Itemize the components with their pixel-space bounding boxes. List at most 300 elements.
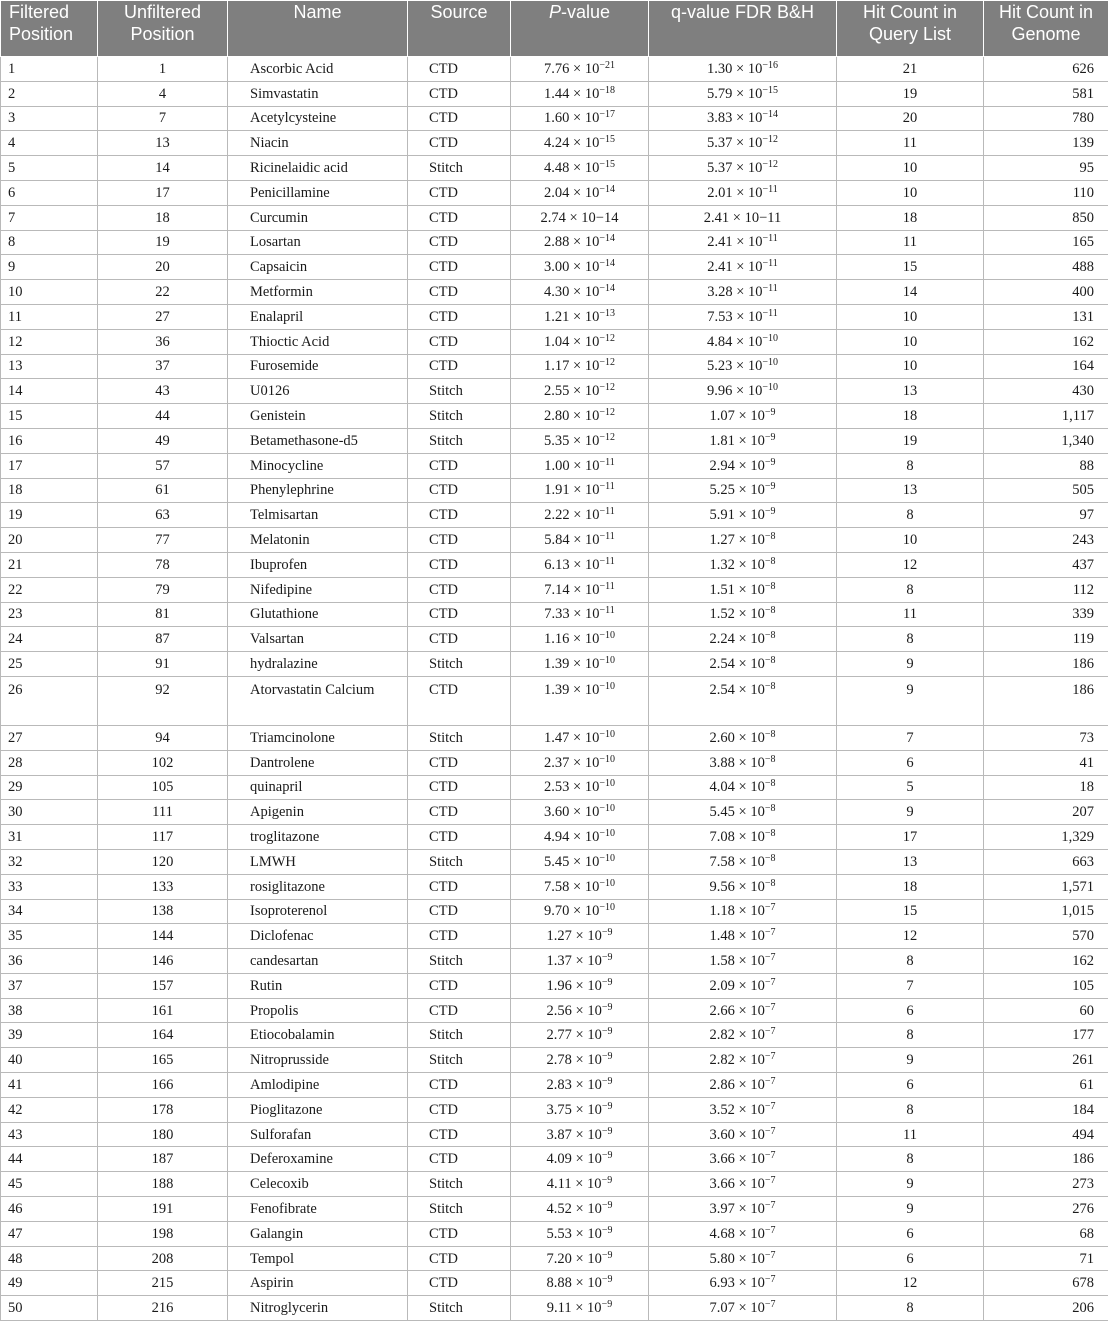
cell-p-value-mantissa: 1.96 [546, 977, 572, 994]
cell-p-value-exponent: −14 [599, 283, 615, 295]
times-ten: × 10 [734, 1151, 765, 1168]
cell-q-value-mantissa: 5.25 [709, 482, 735, 499]
cell-p-value-exponent: −9 [601, 1100, 613, 1112]
times-ten: × 10 [569, 804, 600, 821]
times-ten: × 10 [569, 681, 600, 698]
times-ten: × 10 [732, 85, 763, 102]
table-row [1, 1147, 1108, 1172]
cell-p-value [511, 775, 649, 800]
cell-filtered-position: 1 [1, 57, 98, 82]
table-row [1, 528, 1108, 553]
cell-p-value [511, 329, 649, 354]
cell-name: Melatonin [228, 528, 408, 553]
cell-hit-count-genome: 261 [984, 1048, 1108, 1073]
cell-source: CTD [408, 57, 511, 82]
times-ten: × 10 [569, 184, 600, 201]
cell-source: CTD [408, 750, 511, 775]
cell-unfiltered-position: 78 [98, 552, 228, 577]
cell-p-value-mantissa: 4.52 [546, 1200, 572, 1217]
cell-p-value-mantissa: 5.35 [544, 432, 570, 449]
cell-p-value-exponent: −14 [599, 233, 615, 245]
cell-unfiltered-position: 91 [98, 652, 228, 677]
cell-hit-count-query: 5 [837, 775, 984, 800]
cell-p-value-mantissa: 1.16 [544, 631, 570, 648]
cell-unfiltered-position: 105 [98, 775, 228, 800]
cell-p-value [511, 1023, 649, 1048]
cell-filtered-position: 33 [1, 874, 98, 899]
table-row [1, 304, 1108, 329]
times-ten: × 10 [734, 681, 765, 698]
cell-p-value [511, 379, 649, 404]
cell-q-value-mantissa: 5.91 [709, 507, 735, 524]
times-ten: × 10 [732, 383, 763, 400]
cell-filtered-position: 42 [1, 1097, 98, 1122]
cell-q-value-mantissa: 2.54 [709, 656, 735, 673]
cell-q-value [649, 750, 837, 775]
cell-p-value-exponent: −11 [599, 555, 615, 567]
cell-filtered-position: 37 [1, 973, 98, 998]
cell-filtered-position: 3 [1, 106, 98, 131]
cell-source: CTD [408, 503, 511, 528]
cell-source: CTD [408, 528, 511, 553]
cell-hit-count-genome: 1,117 [984, 404, 1108, 429]
table-row [1, 825, 1108, 850]
cell-filtered-position: 19 [1, 503, 98, 528]
cell-p-value-exponent: −9 [601, 1001, 613, 1013]
cell-q-value-mantissa: 2.82 [709, 1027, 735, 1044]
cell-source: CTD [408, 825, 511, 850]
cell-filtered-position: 43 [1, 1122, 98, 1147]
cell-unfiltered-position: 187 [98, 1147, 228, 1172]
cell-hit-count-genome: 110 [984, 180, 1108, 205]
cell-q-value [649, 156, 837, 181]
times-ten: × 10 [732, 358, 763, 375]
cell-filtered-position: 36 [1, 949, 98, 974]
cell-q-value-exponent: −7 [764, 1249, 776, 1261]
cell-p-value [511, 949, 649, 974]
cell-hit-count-genome: 505 [984, 478, 1108, 503]
cell-q-value-exponent: −8 [764, 655, 776, 667]
cell-q-value [649, 453, 837, 478]
cell-q-value [649, 1097, 837, 1122]
cell-q-value [649, 180, 837, 205]
cell-hit-count-genome: 97 [984, 503, 1108, 528]
cell-q-value-mantissa: 3.28 [707, 284, 733, 301]
cell-hit-count-genome: 437 [984, 552, 1108, 577]
cell-q-value [649, 478, 837, 503]
cell-p-value [511, 1097, 649, 1122]
cell-hit-count-query: 15 [837, 899, 984, 924]
times-ten: × 10 [734, 853, 765, 870]
cell-p-value-mantissa: 7.14 [544, 581, 570, 598]
cell-q-value-exponent: −11 [762, 283, 778, 295]
cell-p-value [511, 1296, 649, 1321]
cell-name: Dantrolene [228, 750, 408, 775]
cell-hit-count-query: 8 [837, 453, 984, 478]
cell-q-value [649, 280, 837, 305]
cell-source: CTD [408, 1073, 511, 1098]
cell-q-value-exponent: −7 [764, 1001, 776, 1013]
times-ten: × 10 [732, 60, 763, 77]
cell-p-value-exponent: −11 [599, 481, 615, 493]
cell-source: Stitch [408, 849, 511, 874]
cell-hit-count-query: 19 [837, 428, 984, 453]
cell-p-value-mantissa: 1.39 [544, 656, 570, 673]
times-ten: × 10 [732, 160, 763, 177]
cell-name: Etiocobalamin [228, 1023, 408, 1048]
cell-p-value-mantissa: 7.76 [544, 60, 570, 77]
cell-source: CTD [408, 106, 511, 131]
table-row [1, 255, 1108, 280]
cell-q-value-mantissa: 9.96 [707, 383, 733, 400]
table-row [1, 453, 1108, 478]
times-ten: × 10 [734, 1002, 765, 1019]
table-row [1, 899, 1108, 924]
times-ten: × 10 [569, 754, 600, 771]
cell-p-value [511, 156, 649, 181]
cell-p-value-exponent: −11 [599, 531, 615, 543]
times-ten: × 10 [571, 1275, 602, 1292]
cell-hit-count-query: 13 [837, 849, 984, 874]
times-ten: × 10 [734, 631, 765, 648]
times-ten: × 10 [732, 234, 763, 251]
times-ten: × 10 [734, 1250, 765, 1267]
cell-q-value-mantissa: 2.01 [707, 184, 733, 201]
cell-q-value-mantissa: 3.97 [709, 1200, 735, 1217]
cell-unfiltered-position: 77 [98, 528, 228, 553]
cell-unfiltered-position: 216 [98, 1296, 228, 1321]
cell-q-value-exponent: −7 [764, 976, 776, 988]
cell-p-value-exponent: −12 [599, 382, 615, 394]
cell-q-value: 2.41 × 10−11 [649, 205, 837, 230]
times-ten: × 10 [732, 259, 763, 276]
cell-p-value-exponent: −9 [601, 1274, 613, 1286]
cell-hit-count-query: 10 [837, 329, 984, 354]
cell-unfiltered-position: 49 [98, 428, 228, 453]
cell-q-value [649, 602, 837, 627]
cell-filtered-position: 2 [1, 81, 98, 106]
times-ten: × 10 [732, 110, 763, 127]
cell-p-value-exponent: −9 [601, 1075, 613, 1087]
times-ten: × 10 [569, 507, 600, 524]
cell-q-value-mantissa: 1.18 [709, 903, 735, 920]
cell-p-value-exponent: −11 [599, 580, 615, 592]
times-ten: × 10 [734, 581, 765, 598]
times-ten: × 10 [569, 259, 600, 276]
cell-hit-count-genome: 494 [984, 1122, 1108, 1147]
cell-q-value-mantissa: 2.41 [707, 259, 733, 276]
cell-filtered-position: 40 [1, 1048, 98, 1073]
cell-p-value-mantissa: 2.80 [544, 408, 570, 425]
times-ten: × 10 [569, 135, 600, 152]
times-ten: × 10 [569, 358, 600, 375]
cell-hit-count-genome: 626 [984, 57, 1108, 82]
cell-hit-count-query: 8 [837, 503, 984, 528]
cell-q-value-mantissa: 2.09 [709, 977, 735, 994]
table-row [1, 1097, 1108, 1122]
table-row [1, 131, 1108, 156]
cell-hit-count-query: 6 [837, 1073, 984, 1098]
cell-q-value-exponent: −7 [764, 1150, 776, 1162]
cell-filtered-position: 17 [1, 453, 98, 478]
cell-q-value-mantissa: 7.53 [707, 308, 733, 325]
cell-p-value-mantissa: 1.00 [544, 457, 570, 474]
table-row [1, 478, 1108, 503]
cell-hit-count-genome: 186 [984, 652, 1108, 677]
cell-unfiltered-position: 144 [98, 924, 228, 949]
table-row [1, 924, 1108, 949]
cell-name: quinapril [228, 775, 408, 800]
cell-name: LMWH [228, 849, 408, 874]
cell-p-value-exponent: −14 [599, 183, 615, 195]
cell-p-value-mantissa: 1.39 [544, 681, 570, 698]
cell-hit-count-query: 6 [837, 1246, 984, 1271]
cell-hit-count-genome: 780 [984, 106, 1108, 131]
cell-unfiltered-position: 37 [98, 354, 228, 379]
cell-source: Stitch [408, 379, 511, 404]
cell-source: CTD [408, 1097, 511, 1122]
cell-source: CTD [408, 973, 511, 998]
table-row [1, 180, 1108, 205]
cell-name: Ascorbic Acid [228, 57, 408, 82]
cell-name: Furosemide [228, 354, 408, 379]
cell-name: Deferoxamine [228, 1147, 408, 1172]
cell-p-value-mantissa: 1.47 [544, 729, 570, 746]
cell-filtered-position: 47 [1, 1221, 98, 1246]
cell-filtered-position: 48 [1, 1246, 98, 1271]
cell-hit-count-genome: 243 [984, 528, 1108, 553]
times-ten: × 10 [734, 754, 765, 771]
cell-p-value-exponent: −12 [599, 431, 615, 443]
cell-filtered-position: 12 [1, 329, 98, 354]
cell-p-value-mantissa: 1.91 [544, 482, 570, 499]
cell-filtered-position: 6 [1, 180, 98, 205]
times-ten: × 10 [571, 952, 602, 969]
cell-q-value-mantissa: 1.52 [709, 606, 735, 623]
cell-unfiltered-position: 57 [98, 453, 228, 478]
cell-hit-count-genome: 165 [984, 230, 1108, 255]
times-ten: × 10 [734, 779, 765, 796]
cell-p-value-exponent: −10 [599, 655, 615, 667]
cell-filtered-position: 32 [1, 849, 98, 874]
cell-q-value [649, 354, 837, 379]
cell-p-value-mantissa: 1.60 [544, 110, 570, 127]
table-row [1, 106, 1108, 131]
table-row [1, 725, 1108, 750]
cell-source: CTD [408, 899, 511, 924]
cell-hit-count-query: 8 [837, 1097, 984, 1122]
cell-hit-count-genome: 581 [984, 81, 1108, 106]
cell-source: CTD [408, 81, 511, 106]
cell-p-value [511, 552, 649, 577]
cell-p-value-exponent: −21 [599, 59, 615, 71]
cell-hit-count-genome: 61 [984, 1073, 1108, 1098]
table-row [1, 329, 1108, 354]
cell-name: Apigenin [228, 800, 408, 825]
cell-p-value-mantissa: 1.04 [544, 333, 570, 350]
cell-source: CTD [408, 1122, 511, 1147]
cell-p-value [511, 528, 649, 553]
cell-q-value [649, 775, 837, 800]
cell-p-value-mantissa: 1.17 [544, 358, 570, 375]
cell-name: Genistein [228, 404, 408, 429]
cell-p-value-mantissa: 9.11 [546, 1300, 572, 1317]
cell-q-value-mantissa: 2.54 [709, 681, 735, 698]
cell-q-value-mantissa: 1.32 [709, 556, 735, 573]
cell-q-value-exponent: −8 [764, 852, 776, 864]
cell-p-value-exponent: −10 [599, 902, 615, 914]
cell-q-value-exponent: −11 [762, 183, 778, 195]
cell-hit-count-query: 7 [837, 973, 984, 998]
cell-p-value-exponent: −9 [601, 951, 613, 963]
cell-p-value-mantissa: 2.56 [546, 1002, 572, 1019]
cell-filtered-position: 22 [1, 577, 98, 602]
cell-hit-count-genome: 162 [984, 329, 1108, 354]
cell-q-value-exponent: −9 [764, 431, 776, 443]
cell-name: rosiglitazone [228, 874, 408, 899]
cell-p-value-exponent: −15 [599, 134, 615, 146]
cell-name: Aspirin [228, 1271, 408, 1296]
cell-p-value-mantissa: 2.78 [546, 1052, 572, 1069]
cell-p-value-mantissa: 2.37 [544, 754, 570, 771]
cell-q-value-mantissa: 1.58 [709, 952, 735, 969]
times-ten: × 10 [569, 556, 600, 573]
cell-unfiltered-position: 164 [98, 1023, 228, 1048]
cell-name: Nitroprusside [228, 1048, 408, 1073]
table-row [1, 577, 1108, 602]
cell-p-value-mantissa: 7.33 [544, 606, 570, 623]
times-ten: × 10 [734, 457, 765, 474]
cell-q-value [649, 1048, 837, 1073]
times-ten: × 10 [734, 482, 765, 499]
table-row [1, 998, 1108, 1023]
cell-p-value-exponent: −9 [601, 1026, 613, 1038]
cell-hit-count-query: 10 [837, 156, 984, 181]
cell-p-value-exponent: −11 [599, 506, 615, 518]
cell-q-value-exponent: −11 [762, 258, 778, 270]
cell-filtered-position: 31 [1, 825, 98, 850]
cell-name: Phenylephrine [228, 478, 408, 503]
header-p-value: P-value [511, 1, 649, 57]
cell-p-value-mantissa: 3.00 [544, 259, 570, 276]
cell-q-value-mantissa: 1.30 [707, 60, 733, 77]
cell-p-value-exponent: −9 [601, 976, 613, 988]
times-ten: × 10 [734, 952, 765, 969]
cell-source: CTD [408, 998, 511, 1023]
table-row [1, 57, 1108, 82]
cell-filtered-position: 49 [1, 1271, 98, 1296]
cell-p-value-exponent: −9 [601, 1249, 613, 1261]
cell-q-value-mantissa: 3.88 [709, 754, 735, 771]
cell-source: CTD [408, 552, 511, 577]
cell-q-value-mantissa: 3.60 [709, 1126, 735, 1143]
cell-hit-count-query: 8 [837, 1147, 984, 1172]
cell-hit-count-query: 13 [837, 478, 984, 503]
cell-p-value-mantissa: 7.58 [544, 878, 570, 895]
cell-hit-count-genome: 60 [984, 998, 1108, 1023]
cell-unfiltered-position: 20 [98, 255, 228, 280]
cell-hit-count-genome: 206 [984, 1296, 1108, 1321]
cell-p-value: 2.74 × 10−14 [511, 205, 649, 230]
cell-unfiltered-position: 36 [98, 329, 228, 354]
times-ten: × 10 [569, 110, 600, 127]
cell-filtered-position: 44 [1, 1147, 98, 1172]
times-ten: × 10 [734, 556, 765, 573]
table-header [1, 1, 1108, 57]
cell-name: Penicillamine [228, 180, 408, 205]
times-ten: × 10 [734, 507, 765, 524]
cell-q-value-exponent: −7 [764, 1175, 776, 1187]
cell-p-value [511, 899, 649, 924]
cell-filtered-position: 50 [1, 1296, 98, 1321]
cell-source: CTD [408, 577, 511, 602]
cell-unfiltered-position: 7 [98, 106, 228, 131]
times-ten: × 10 [732, 135, 763, 152]
cell-p-value-exponent: −9 [601, 1199, 613, 1211]
table-row [1, 602, 1108, 627]
cell-p-value-mantissa: 2.55 [544, 383, 570, 400]
cell-unfiltered-position: 117 [98, 825, 228, 850]
times-ten: × 10 [571, 1052, 602, 1069]
cell-p-value-mantissa: 4.24 [544, 135, 570, 152]
cell-q-value-exponent: −7 [764, 1051, 776, 1063]
cell-hit-count-genome: 1,015 [984, 899, 1108, 924]
cell-q-value-mantissa: 6.93 [709, 1275, 735, 1292]
cell-q-value-exponent: −7 [764, 1199, 776, 1211]
cell-source: Stitch [408, 1296, 511, 1321]
cell-unfiltered-position: 133 [98, 874, 228, 899]
cell-hit-count-genome: 430 [984, 379, 1108, 404]
cell-q-value-mantissa: 9.56 [709, 878, 735, 895]
times-ten: × 10 [569, 903, 600, 920]
times-ten: × 10 [734, 878, 765, 895]
cell-p-value [511, 627, 649, 652]
cell-hit-count-genome: 119 [984, 627, 1108, 652]
cell-q-value-mantissa: 2.94 [709, 457, 735, 474]
cell-q-value-mantissa: 5.80 [709, 1250, 735, 1267]
cell-name: Losartan [228, 230, 408, 255]
cell-hit-count-query: 8 [837, 577, 984, 602]
table-row [1, 874, 1108, 899]
cell-hit-count-query: 9 [837, 800, 984, 825]
cell-q-value-exponent: −14 [762, 109, 778, 121]
cell-hit-count-query: 13 [837, 379, 984, 404]
cell-q-value [649, 924, 837, 949]
cell-p-value-mantissa: 3.60 [544, 804, 570, 821]
cell-q-value-exponent: −12 [762, 159, 778, 171]
header-hit-count-query: Hit Count in Query List [837, 1, 984, 57]
cell-p-value [511, 81, 649, 106]
cell-source: Stitch [408, 428, 511, 453]
cell-hit-count-query: 10 [837, 304, 984, 329]
cell-hit-count-genome: 131 [984, 304, 1108, 329]
cell-p-value [511, 1073, 649, 1098]
cell-name: Nifedipine [228, 577, 408, 602]
cell-q-value-mantissa: 3.83 [707, 110, 733, 127]
cell-q-value [649, 1271, 837, 1296]
cell-q-value-exponent: −7 [764, 1224, 776, 1236]
cell-unfiltered-position: 120 [98, 849, 228, 874]
cell-unfiltered-position: 94 [98, 725, 228, 750]
cell-p-value-mantissa: 7.20 [546, 1250, 572, 1267]
cell-p-value [511, 874, 649, 899]
cell-source: Stitch [408, 652, 511, 677]
cell-name: Amlodipine [228, 1073, 408, 1098]
table-row [1, 81, 1108, 106]
cell-p-value-exponent: −14 [599, 258, 615, 270]
cell-source: CTD [408, 1246, 511, 1271]
cell-source: Stitch [408, 156, 511, 181]
